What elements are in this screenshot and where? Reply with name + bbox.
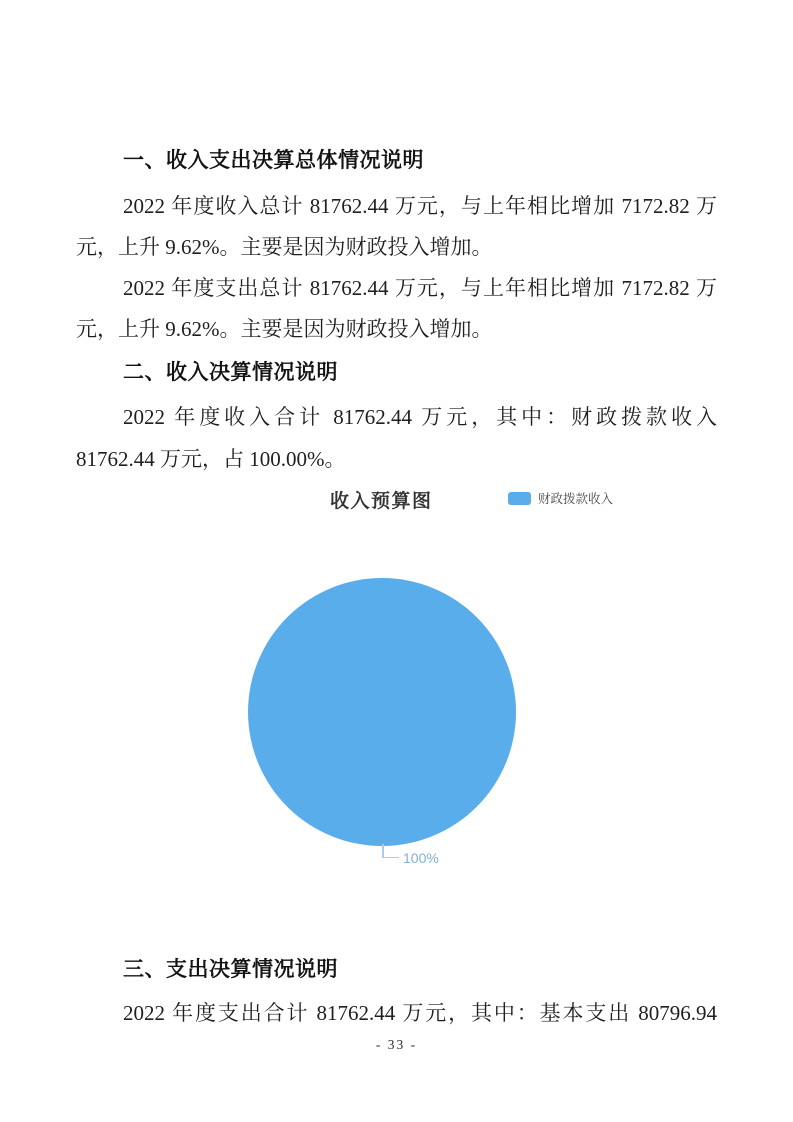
paragraph-3-line-1: 2022 年度收入合计 81762.44 万元，其中：财政拨款收入 (123, 405, 717, 429)
paragraph-1-line-2: 元，上升 9.62%。主要是因为财政投入增加。 (76, 235, 493, 259)
paragraph-1-line-1: 2022 年度收入总计 81762.44 万元，与上年相比增加 7172.82 万 (123, 194, 717, 218)
legend-label: 财政拨款收入 (538, 492, 614, 506)
chart-legend (508, 489, 613, 507)
chart-title: 收入预算图 (330, 491, 433, 512)
pie-slice-100pct (248, 578, 516, 846)
paragraph-3-line-2: 81762.44 万元，占 100.00%。 (76, 447, 346, 471)
section-heading-3: 三、支出决算情况说明 (123, 958, 338, 981)
page-number: - 33 - (375, 1037, 418, 1052)
paragraph-2-line-1: 2022 年度支出总计 81762.44 万元，与上年相比增加 7172.82 万 (123, 276, 717, 300)
section-heading-2: 二、收入决算情况说明 (123, 361, 338, 384)
paragraph-4-line-1: 2022 年度支出合计 81762.44 万元，其中：基本支出 80796.94 (123, 1001, 717, 1025)
slice-label-leader-line-horizontal (382, 857, 399, 859)
legend-swatch-icon (508, 492, 531, 505)
slice-percentage-label: 100% (403, 850, 439, 866)
section-heading-1: 一、收入支出决算总体情况说明 (123, 149, 424, 172)
paragraph-2-line-2: 元，上升 9.62%。主要是因为财政投入增加。 (76, 317, 493, 341)
